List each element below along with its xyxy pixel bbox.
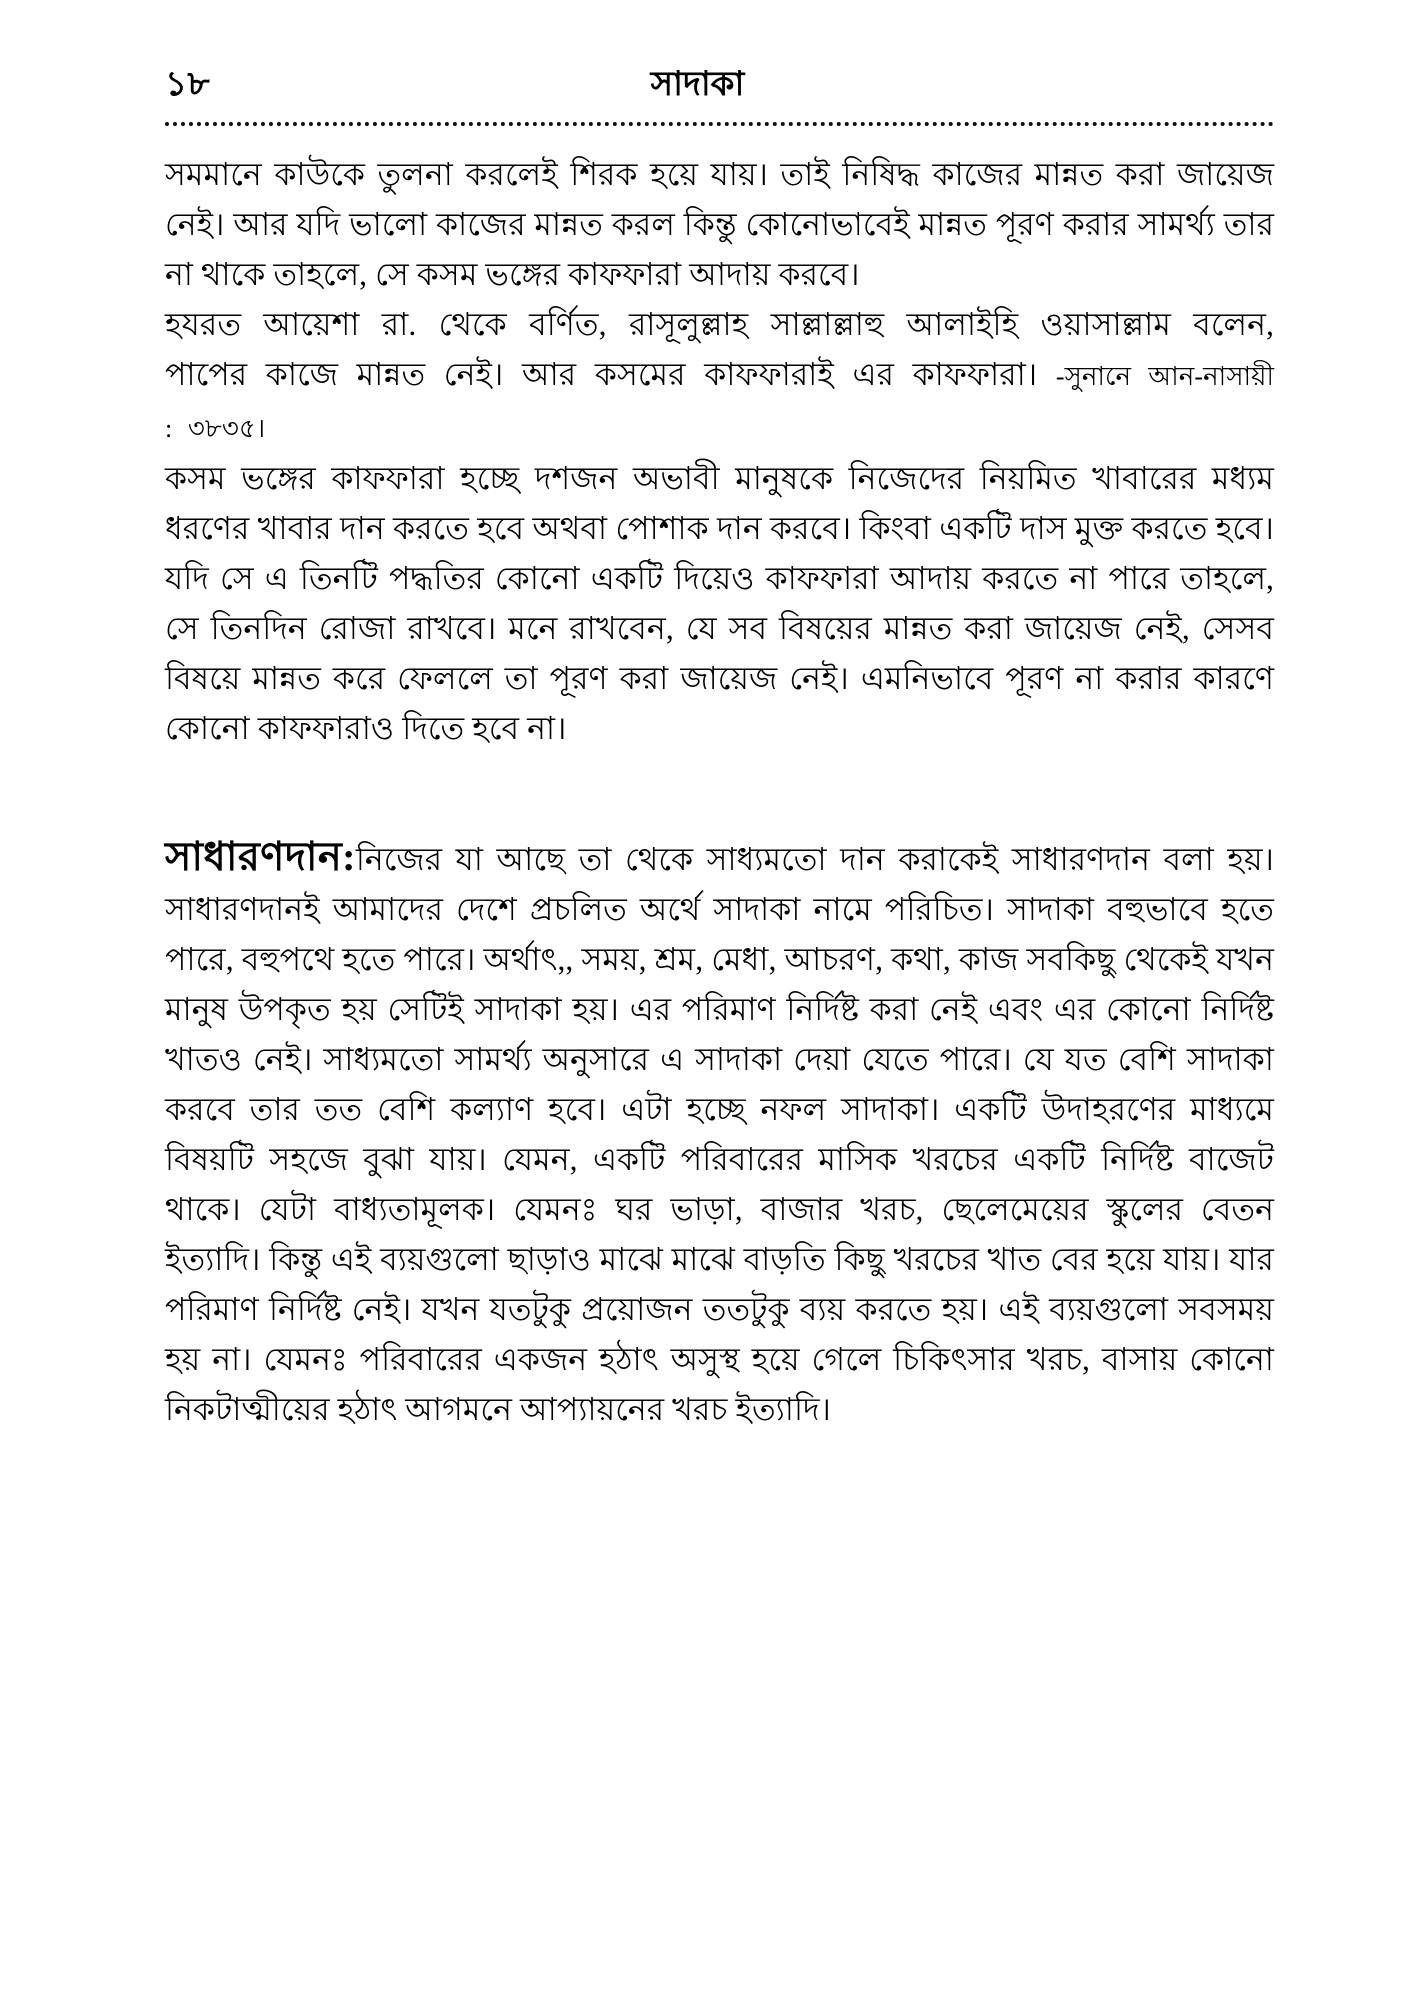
running-title: সাদাকা — [650, 66, 745, 103]
page-body — [165, 150, 1274, 1435]
hadith-text: হযরত আয়েশা রা. থেকে বর্ণিত, রাসূলুল্লাহ সাল্লাল্লাহু আলাইহি ওয়াসাল্লাম বলেন, পাপের কাজে মান্নত নেই। আর কসমের কাফফারাই এর কাফফারা। — [165, 307, 1274, 392]
hadith-reference: -সুনানে আন-নাসায়ী : ৩৮৩৫। — [165, 362, 1274, 443]
paragraph-ruling-vows: সমমানে কাউকে তুলনা করলেই শিরক হয়ে যায়। তাই নিষিদ্ধ কাজের মান্নত করা জায়েজ নেই। আর যদি ভালো কাজের মান্নত করল কিন্তু কোনোভাবেই মান্নত পূরণ করার সামর্থ্য তার না থাকে তাহলে, সে কসম ভঙ্গের কাফফারা আদায় করবে। — [165, 157, 1274, 292]
section-heading-label: সাধারণদান: — [165, 834, 356, 879]
page-number: ১৮ — [165, 66, 211, 103]
running-head — [165, 68, 1274, 120]
section-body-text: নিজের যা আছে তা থেকে সাধ্যমতো দান করাকেই সাধারণদান বলা হয়। সাধারণদানই আমাদের দেশে প্রচলিত অর্থে সাদাকা নামে পরিচিত। সাদাকা বহুভাবে হতে পারে, বহুপথে হতে পারে। অর্থাৎ,, সময়, শ্রম, মেধা, আচরণ, কথা, কাজ সবকিছু থেকেই যখন মানুষ উপকৃত হয় সেটিই সাদাকা হয়। এর পরিমাণ নির্দিষ্ট করা নেই এবং এর কোনো নির্দিষ্ট খাতও নেই। সাধ্যমতো সামর্থ্য অনুসারে এ সাদাকা দেয়া যেতে পারে। যে যত বেশি সাদাকা করবে তার তত বেশি কল্যাণ হবে। এটা হচ্ছে নফল সাদাকা। একটি উদাহরণের মাধ্যমে বিষয়টি সহজে বুঝা যায়। যেমন, একটি পরিবারের মাসিক খরচের একটি নির্দিষ্ট বাজেট থাকে। যেটা বাধ্যতামূলক। যেমনঃ ঘর ভাড়া, বাজার খরচ, ছেলেমেয়ের স্কুলের বেতন ইত্যাদি। কিন্তু এই ব্যয়গুলো ছাড়াও মাঝে মাঝে বাড়তি কিছু খরচের খাত বের হয়ে যায়। যার পরিমাণ নির্দিষ্ট নেই। যখন যতটুকু প্রয়োজন ততটুকু ব্যয় করতে হয়। এই ব্যয়গুলো সবসময় হয় না। যেমনঃ পরিবারের একজন হঠাৎ অসুস্থ হয়ে গেলে চিকিৎসার খরচ, বাসায় কোনো নিকটাত্মীয়ের হঠাৎ আগমনে আপ্যায়নের খরচ ইত্যাদি। — [165, 842, 1274, 1427]
header-divider — [165, 122, 1274, 126]
section-general-charity — [165, 832, 1274, 1435]
paragraph-hadith-aisha — [165, 300, 1274, 454]
paragraph-kaffara-details: কসম ভঙ্গের কাফফারা হচ্ছে দশজন অভাবী মানুষকে নিজেদের নিয়মিত খাবারের মধ্যম ধরণের খাবার দান করতে হবে অথবা পোশাক দান করবে। কিংবা একটি দাস মুক্ত করতে হবে। যদি সে এ তিনটি পদ্ধতির কোনো একটি দিয়েও কাফফারা আদায় করতে না পারে তাহলে, সে তিনদিন রোজা রাখবে। মনে রাখবেন, যে সব বিষয়ের মান্নত করা জায়েজ নেই, সেসব বিষয়ে মান্নত করে ফেললে তা পূরণ করা জায়েজ নেই। এমনিভাবে পূরণ না করার কারণে কোনো কাফফারাও দিতে হবে না। — [165, 461, 1274, 746]
section-spacer — [165, 754, 1274, 832]
